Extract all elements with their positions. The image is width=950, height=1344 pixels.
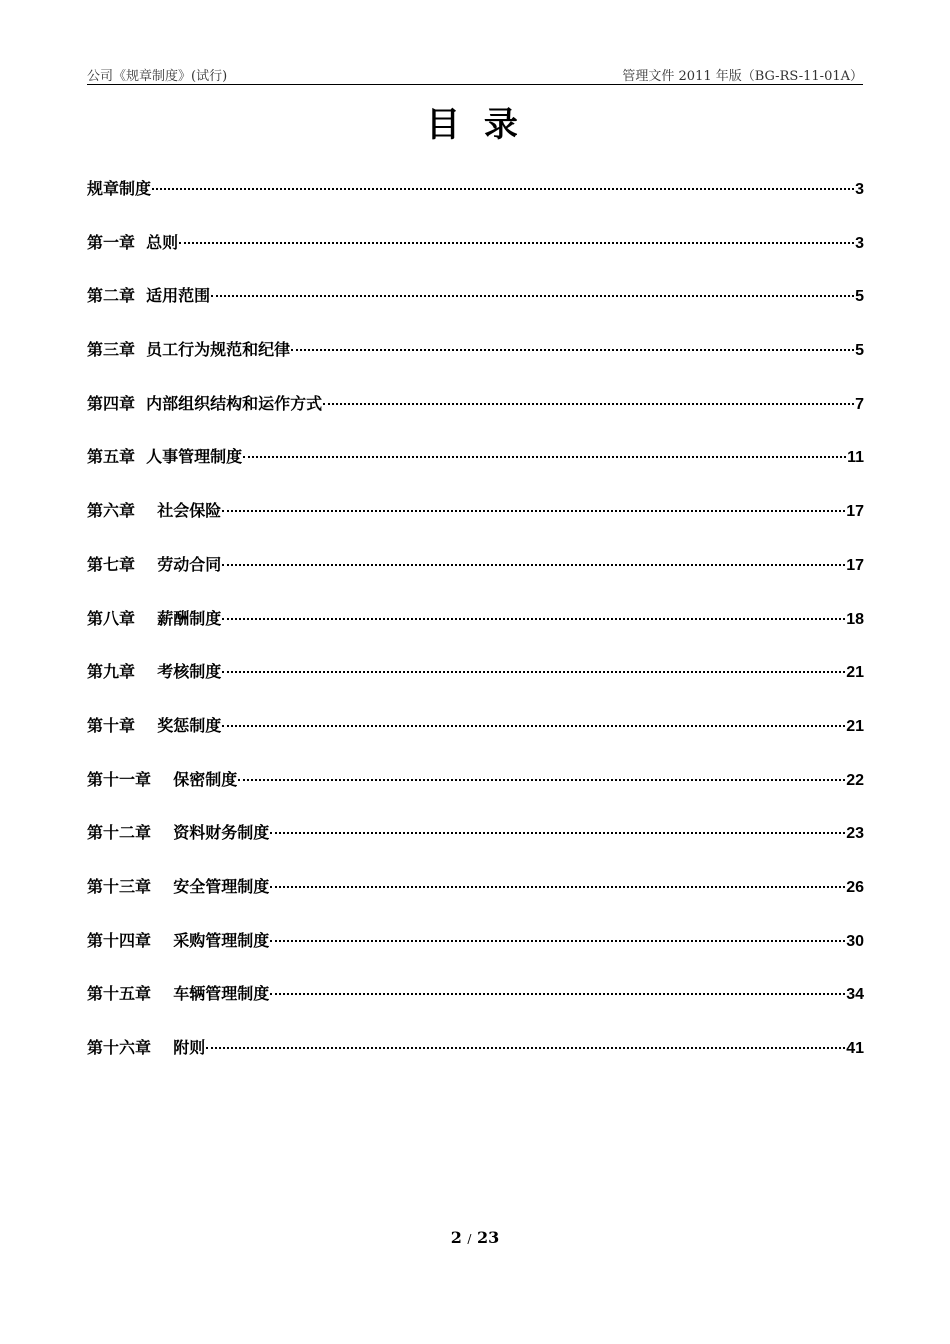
toc-entry-page: 26 xyxy=(846,878,864,896)
toc-entry-label: 第三章 员工行为规范和纪律 xyxy=(87,340,291,360)
toc-entry-label: 第二章 适用范围 xyxy=(87,286,211,306)
toc-entry-page: 11 xyxy=(847,449,864,467)
toc-entry-label: 第十五章 车辆管理制度 xyxy=(87,984,270,1004)
total-page-count: 23 xyxy=(477,1228,500,1247)
toc-entry-page: 18 xyxy=(846,610,864,628)
toc-entry-chapter-13[interactable] xyxy=(87,876,864,930)
page-number xyxy=(0,1228,950,1247)
toc-leader-dots xyxy=(291,349,854,351)
toc-entry-page: 30 xyxy=(846,932,864,950)
toc-entry-page: 22 xyxy=(846,771,864,789)
header-document-name: 公司《规章制度》(试行) xyxy=(87,69,228,84)
toc-entry-chapter-10[interactable] xyxy=(87,715,864,769)
toc-leader-dots xyxy=(270,832,845,834)
toc-entry-page: 3 xyxy=(855,234,864,252)
toc-leader-dots xyxy=(270,993,845,995)
toc-entry-chapter-7[interactable] xyxy=(87,554,864,608)
toc-entry-chapter-5[interactable] xyxy=(87,446,864,500)
toc-leader-dots xyxy=(238,779,845,781)
toc-leader-dots xyxy=(243,456,846,458)
toc-entry-label: 第十二章 资料财务制度 xyxy=(87,823,270,843)
toc-entry-chapter-16[interactable] xyxy=(87,1037,864,1091)
toc-leader-dots xyxy=(270,940,845,942)
toc-entry-regulations[interactable] xyxy=(87,178,864,232)
toc-entry-chapter-6[interactable] xyxy=(87,500,864,554)
toc-entry-label: 第十六章 附则 xyxy=(87,1038,206,1057)
toc-leader-dots xyxy=(211,295,854,297)
toc-leader-dots xyxy=(152,188,854,190)
toc-entry-page: 21 xyxy=(846,664,864,682)
toc-entry-chapter-14[interactable] xyxy=(87,930,864,984)
toc-entry-label: 第四章 内部组织结构和运作方式 xyxy=(87,393,323,413)
toc-entry-label: 第十章 奖惩制度 xyxy=(87,715,222,735)
toc-leader-dots xyxy=(222,671,845,673)
toc-leader-dots xyxy=(179,242,854,244)
toc-entry-chapter-9[interactable] xyxy=(87,661,864,715)
toc-entry-page: 41 xyxy=(846,1040,864,1057)
toc-entry-page: 17 xyxy=(846,503,864,521)
toc-leader-dots xyxy=(222,564,845,566)
table-of-contents xyxy=(87,178,864,1091)
toc-leader-dots xyxy=(270,886,845,888)
toc-entry-chapter-12[interactable] xyxy=(87,822,864,876)
toc-entry-chapter-4[interactable] xyxy=(87,393,864,447)
toc-entry-chapter-11[interactable] xyxy=(87,769,864,823)
toc-entry-label: 第十一章 保密制度 xyxy=(87,769,238,789)
toc-entry-page: 7 xyxy=(855,395,864,413)
toc-entry-label: 第八章 薪酬制度 xyxy=(87,608,222,628)
toc-entry-page: 23 xyxy=(846,825,864,843)
toc-leader-dots xyxy=(206,1047,845,1049)
toc-leader-dots xyxy=(222,510,845,512)
toc-leader-dots xyxy=(323,403,854,405)
current-page-number: 2 xyxy=(450,1228,462,1247)
toc-entry-page: 21 xyxy=(846,717,864,735)
toc-entry-label: 第十四章 采购管理制度 xyxy=(87,930,270,950)
toc-entry-label: 第十三章 安全管理制度 xyxy=(87,876,270,896)
toc-entry-chapter-3[interactable] xyxy=(87,339,864,393)
toc-entry-page: 34 xyxy=(846,986,864,1004)
toc-entry-page: 3 xyxy=(855,181,864,198)
page-header xyxy=(87,62,863,85)
page-number-separator: / xyxy=(467,1232,472,1246)
toc-entry-chapter-15[interactable] xyxy=(87,983,864,1037)
toc-entry-label: 第一章 总则 xyxy=(87,232,179,252)
toc-entry-label: 规章制度 xyxy=(87,179,152,198)
toc-entry-label: 第六章 社会保险 xyxy=(87,501,222,521)
toc-entry-label: 第九章 考核制度 xyxy=(87,662,222,682)
toc-entry-label: 第五章 人事管理制度 xyxy=(87,447,243,467)
toc-entry-chapter-1[interactable] xyxy=(87,232,864,286)
header-document-version: 管理文件 2011 年版（BG-RS-11-01A） xyxy=(622,69,863,84)
toc-entry-chapter-2[interactable] xyxy=(87,285,864,339)
toc-leader-dots xyxy=(222,725,845,727)
toc-entry-page: 5 xyxy=(855,342,864,360)
toc-entry-page: 17 xyxy=(846,556,864,574)
page-title: 目 录 xyxy=(426,105,524,145)
toc-leader-dots xyxy=(222,618,845,620)
toc-entry-page: 5 xyxy=(855,288,864,306)
toc-entry-chapter-8[interactable] xyxy=(87,608,864,662)
toc-entry-label: 第七章 劳动合同 xyxy=(87,554,222,574)
